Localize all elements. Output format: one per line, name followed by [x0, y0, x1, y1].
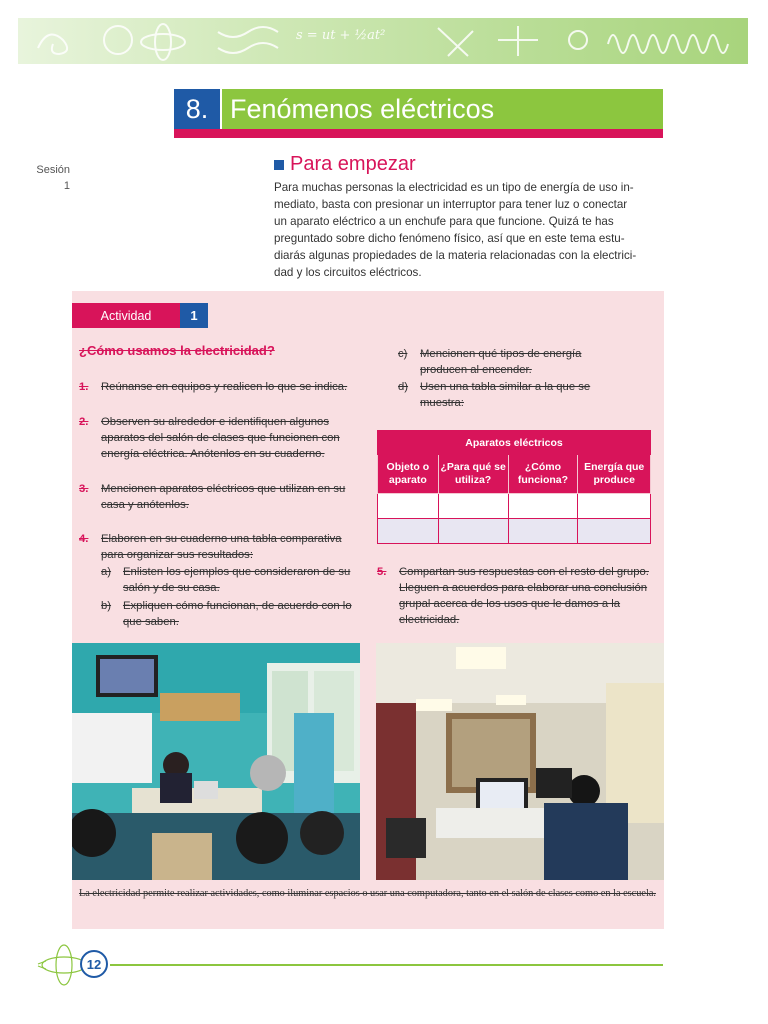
item-text: Mencionen aparatos eléctricos que utilizan en su casa y anótenlos. — [101, 483, 346, 511]
item-text: Elaboren en su cuaderno una tabla comparativa para organizar sus resultados: — [101, 533, 342, 561]
activity-item-4 — [79, 531, 361, 563]
activity-item-3 — [79, 481, 361, 513]
para-empezar-title: Para empezar — [290, 153, 416, 175]
activity-subitem-a — [101, 564, 361, 596]
paragraph-line: un aparato eléctrico a un enchufe para que funcione. Quizá te has — [274, 215, 614, 228]
table-header: ¿Para qué se utiliza? — [438, 455, 508, 494]
table-row — [378, 519, 651, 544]
title-underline — [174, 129, 663, 138]
table-cell — [508, 519, 578, 544]
classroom-photo — [72, 643, 360, 880]
activity-label: Actividad — [72, 303, 180, 328]
table-title: Aparatos eléctricos — [378, 431, 651, 455]
item-number: 5. — [377, 566, 387, 578]
table-cell — [438, 519, 508, 544]
item-number: 3. — [79, 483, 89, 495]
activity-item-1 — [79, 379, 361, 395]
para-empezar-paragraph — [274, 179, 663, 281]
footer-line — [110, 964, 663, 966]
activity-item-5 — [377, 564, 653, 628]
table-cell — [438, 494, 508, 519]
item-text: Compartan sus respuestas con el resto del grupo. Lleguen a acuerdos para elaborar una conclusión grupal acerca de los usos que le damos a la electricidad. — [399, 566, 649, 626]
office-photo — [376, 643, 664, 880]
paragraph-line: preguntado sobre dicho fenómeno físico, así que en este tema estu- — [274, 232, 625, 245]
item-text: Reúnanse en equipos y realicen lo que se indica. — [101, 381, 348, 393]
table-header: ¿Cómo funciona? — [508, 455, 578, 494]
paragraph-line: dad y los circuitos eléctricos. — [274, 266, 422, 279]
table-cell — [578, 494, 651, 519]
paragraph-line: mediato, basta con presionar un interruptor para tener luz o conectar — [274, 198, 628, 211]
office-illustration — [376, 643, 664, 880]
table-cell — [378, 494, 439, 519]
paragraph-line: diarás algunas propiedades de la materia relacionadas con la electrici- — [274, 249, 637, 262]
subitem-text: Expliquen cómo funcionan, de acuerdo con lo que saben. — [123, 600, 352, 628]
session-label — [36, 162, 70, 194]
lesson-title: Fenómenos eléctricos — [222, 89, 663, 129]
item-number: 4. — [79, 533, 89, 545]
item-number: 1. — [79, 381, 89, 393]
header-banner — [18, 18, 748, 64]
activity-subitem-b — [101, 598, 361, 630]
subitem-letter: b) — [101, 600, 112, 612]
item-number: 2. — [79, 416, 89, 428]
session-number: 1 — [63, 180, 70, 192]
appliances-table — [377, 430, 651, 544]
table-header: Energía que produce — [578, 455, 651, 494]
subitem-letter: a) — [101, 566, 112, 578]
page-number: 12 — [80, 950, 108, 978]
subitem-letter: c) — [398, 348, 408, 360]
classroom-illustration — [72, 643, 360, 880]
subitem-text: Enlisten los ejemplos que consideraron de su salón y de su casa. — [123, 566, 351, 594]
activity-subitem-d — [398, 379, 628, 411]
table-cell — [578, 519, 651, 544]
table-header: Objeto o aparato — [378, 455, 439, 494]
activity-item-2 — [79, 414, 361, 462]
activity-subitem-c — [398, 346, 628, 378]
table-cell — [508, 494, 578, 519]
item-text: Observen su alrededor e identifiquen algunos aparatos del salón de clases que funcionen con energía eléctrica. Anótenlos en su cuaderno. — [101, 416, 340, 460]
lesson-number: 8. — [174, 89, 220, 129]
activity-question: ¿Cómo usamos la electricidad? — [79, 343, 275, 358]
activity-number: 1 — [180, 303, 208, 328]
heading-square-icon — [274, 160, 284, 170]
paragraph-line: Para muchas personas la electricidad es un tipo de energía de uso in- — [274, 181, 634, 194]
table-row — [378, 494, 651, 519]
subitem-letter: d) — [398, 381, 409, 393]
subitem-text: Usen una tabla similar a la que se muestra: — [420, 381, 591, 409]
subitem-text: Mencionen qué tipos de energía producen al encender. — [420, 348, 582, 376]
session-word: Sesión — [36, 164, 70, 176]
banner-formula: s = ut + ½at² — [296, 28, 386, 43]
table-cell — [378, 519, 439, 544]
para-empezar-heading — [274, 153, 416, 176]
photo-caption: La electricidad permite realizar actividades, como iluminar espacios o usar una computadora, tanto en el salón de clases como en la escuela. — [79, 888, 656, 899]
